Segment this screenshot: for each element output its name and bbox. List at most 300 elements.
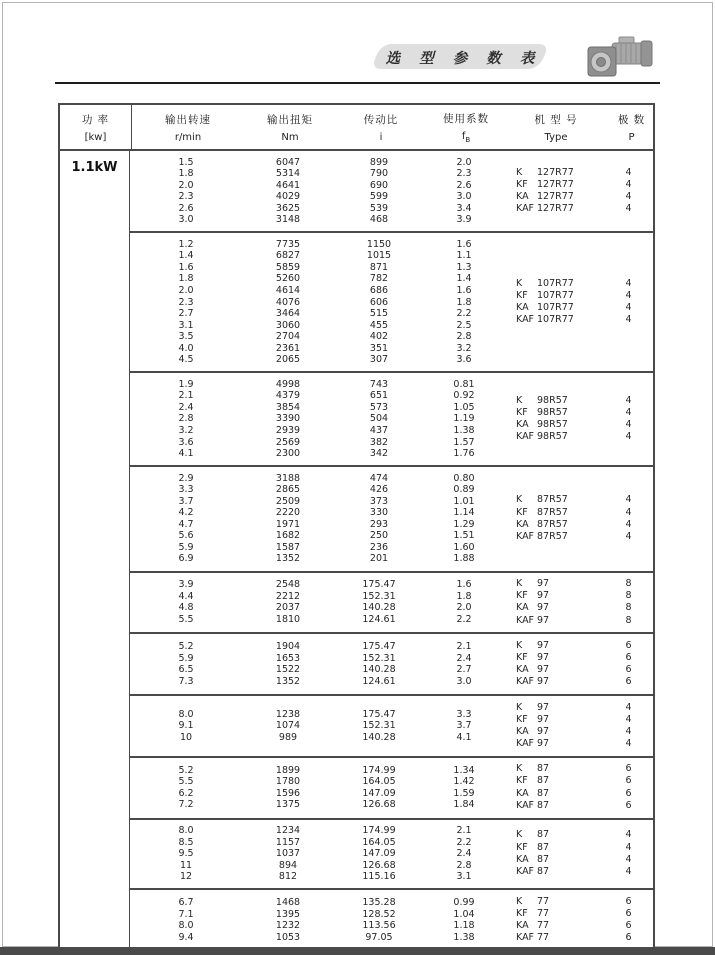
factor-value: 3.0 [456, 675, 472, 687]
factor-value: 1.04 [453, 908, 475, 920]
factor-value: 2.2 [456, 836, 472, 848]
model-type [504, 800, 604, 812]
torques-column [242, 825, 334, 883]
table-header-row [60, 105, 653, 151]
factor-value: 3.6 [456, 354, 472, 366]
model-prefix: KF [516, 590, 528, 602]
types-column [504, 896, 604, 945]
factor-symbol: f [461, 130, 466, 142]
factors-column [424, 379, 504, 460]
speeds-column [130, 897, 242, 943]
header-poles [606, 105, 657, 149]
poles-column [604, 640, 653, 689]
torque-value: 1395 [275, 908, 301, 920]
poles-value: 8 [625, 590, 632, 602]
types-column [504, 829, 604, 878]
poles-value: 4 [625, 407, 632, 419]
model-type [504, 290, 604, 302]
torque-value: 6827 [275, 250, 301, 262]
factor-value: 1.8 [456, 296, 472, 308]
poles-value: 6 [625, 775, 632, 787]
poles-value: 6 [625, 907, 632, 919]
speed-value: 6.7 [178, 897, 194, 909]
ratio-value: 140.28 [362, 664, 396, 676]
speeds-column [130, 157, 242, 226]
header-torque-cn: 输出扭矩 [267, 113, 313, 126]
table-block-5 [130, 571, 653, 633]
speed-value: 2.1 [178, 390, 194, 402]
poles-column [604, 829, 653, 878]
table-body [60, 151, 653, 950]
poles-value: 6 [625, 787, 632, 799]
factor-value: 1.05 [453, 401, 475, 413]
ratio-value: 113.56 [362, 920, 396, 932]
speed-value: 9.5 [178, 848, 194, 860]
torque-value: 6047 [275, 156, 301, 168]
poles-value: 8 [625, 602, 632, 614]
factor-value: 3.9 [456, 214, 472, 226]
ratio-value: 140.28 [362, 602, 396, 614]
model-size: 97 [537, 738, 550, 750]
poles-value: 4 [625, 494, 632, 506]
ratios-column [334, 897, 424, 943]
types-column [504, 494, 604, 543]
model-type [504, 908, 604, 920]
model-type [504, 763, 604, 775]
ratio-value: 201 [369, 553, 389, 565]
model-type [504, 314, 604, 326]
header-ratio-cn: 传动比 [363, 113, 399, 126]
speed-value: 3.0 [178, 214, 194, 226]
model-type [504, 896, 604, 908]
model-prefix: KA [516, 419, 529, 431]
factor-value: 1.6 [456, 238, 472, 250]
model-size: 87R57 [537, 494, 568, 506]
ratios-column [334, 765, 424, 811]
torque-value: 989 [278, 731, 298, 743]
speed-value: 4.4 [178, 590, 194, 602]
model-type [504, 519, 604, 531]
torque-value: 1904 [275, 641, 301, 653]
torque-value: 2212 [275, 590, 301, 602]
speed-value: 9.1 [178, 720, 194, 732]
speed-value: 5.5 [178, 776, 194, 788]
speed-value: 4.2 [178, 507, 194, 519]
factor-value: 1.29 [453, 518, 475, 530]
header-power [60, 105, 132, 149]
torque-value: 2220 [275, 507, 301, 519]
header-factor-cn: 使用系数 [443, 112, 489, 125]
factor-value: 0.80 [453, 472, 475, 484]
torque-value: 894 [278, 859, 298, 871]
model-size: 87 [537, 775, 550, 787]
ratio-value: 899 [369, 156, 389, 168]
poles-value: 4 [625, 841, 632, 853]
model-prefix: KF [516, 290, 528, 302]
model-size: 107R77 [537, 314, 574, 326]
poles-value: 6 [625, 639, 632, 651]
factor-value: 2.3 [456, 168, 472, 180]
model-size: 98R57 [537, 431, 568, 443]
factors-column [424, 579, 504, 625]
torque-value: 1971 [275, 518, 301, 530]
model-size: 127R77 [537, 203, 574, 215]
header-torque [244, 105, 336, 149]
ratio-value: 573 [369, 401, 389, 413]
poles-value: 4 [625, 166, 632, 178]
model-prefix: KAF [516, 431, 535, 443]
ratio-value: 236 [369, 541, 389, 553]
factor-value: 4.1 [456, 731, 472, 743]
torque-value: 1899 [275, 764, 301, 776]
table-block-1 [130, 151, 653, 231]
model-size: 87 [537, 799, 550, 811]
factor-value: 2.2 [456, 308, 472, 320]
model-size: 127R77 [537, 178, 574, 190]
poles-value: 4 [625, 394, 632, 406]
poles-value: 6 [625, 651, 632, 663]
factor-value: 1.38 [453, 931, 475, 943]
speed-value: 2.3 [178, 191, 194, 203]
factors-column [424, 157, 504, 226]
header-type [506, 105, 606, 149]
types-column [504, 763, 604, 812]
speed-value: 5.5 [178, 613, 194, 625]
poles-value: 6 [625, 799, 632, 811]
poles-value: 6 [625, 664, 632, 676]
model-prefix: KAF [516, 738, 535, 750]
torque-value: 4641 [275, 179, 301, 191]
poles-value: 6 [625, 676, 632, 688]
ratios-column [334, 641, 424, 687]
torques-column [242, 379, 334, 460]
model-size: 127R77 [537, 191, 574, 203]
poles-column [604, 395, 653, 444]
poles-value: 4 [625, 829, 632, 841]
poles-value: 4 [625, 277, 632, 289]
torque-value: 1352 [275, 553, 301, 565]
factors-column [424, 897, 504, 943]
factor-value: 3.7 [456, 720, 472, 732]
model-prefix: K [516, 639, 523, 651]
model-type [504, 191, 604, 203]
speeds-column [130, 239, 242, 366]
model-type [504, 932, 604, 944]
speeds-column [130, 579, 242, 625]
model-prefix: KA [516, 302, 529, 314]
factor-value: 1.8 [456, 590, 472, 602]
ratio-value: 539 [369, 202, 389, 214]
ratio-value: 871 [369, 261, 389, 273]
ratio-value: 599 [369, 191, 389, 203]
model-size: 97 [537, 664, 550, 676]
factor-value: 1.57 [453, 436, 475, 448]
speed-value: 3.5 [178, 331, 194, 343]
speed-value: 5.9 [178, 541, 194, 553]
model-type [504, 920, 604, 932]
header-factor-unit [462, 131, 470, 144]
torque-value: 1157 [275, 836, 301, 848]
ratio-value: 402 [369, 331, 389, 343]
speed-value: 7.2 [178, 799, 194, 811]
model-size: 98R57 [537, 407, 568, 419]
torques-column [242, 709, 334, 744]
speed-value: 2.9 [178, 472, 194, 484]
ratio-value: 97.05 [365, 931, 393, 943]
factors-column [424, 765, 504, 811]
torques-column [242, 897, 334, 943]
factor-value: 0.89 [453, 484, 475, 496]
ratio-value: 782 [369, 273, 389, 285]
model-size: 127R77 [537, 166, 574, 178]
factor-value: 1.14 [453, 507, 475, 519]
torque-value: 1037 [275, 848, 301, 860]
model-prefix: KF [516, 407, 528, 419]
model-size: 77 [537, 932, 550, 944]
types-column [504, 640, 604, 689]
model-size: 107R77 [537, 277, 574, 289]
model-type [504, 788, 604, 800]
model-size: 107R77 [537, 290, 574, 302]
speed-value: 6.9 [178, 553, 194, 565]
poles-value: 4 [625, 506, 632, 518]
ratio-value: 174.99 [362, 764, 396, 776]
ratio-value: 790 [369, 168, 389, 180]
model-size: 98R57 [537, 394, 568, 406]
speed-value: 2.8 [178, 413, 194, 425]
ratio-value: 175.47 [362, 579, 396, 591]
model-prefix: KF [516, 651, 528, 663]
factor-value: 1.34 [453, 764, 475, 776]
poles-column [604, 167, 653, 216]
model-prefix: KA [516, 664, 529, 676]
factor-value: 2.5 [456, 319, 472, 331]
model-type [504, 407, 604, 419]
poles-value: 4 [625, 866, 632, 878]
ratio-value: 293 [369, 518, 389, 530]
model-prefix: KAF [516, 314, 535, 326]
table-block-6 [130, 632, 653, 694]
ratio-value: 515 [369, 308, 389, 320]
header-power-unit: [kw] [84, 131, 107, 143]
speeds-column [130, 709, 242, 744]
torque-value: 812 [278, 871, 298, 883]
speed-value: 8.0 [178, 825, 194, 836]
poles-value: 4 [625, 531, 632, 542]
speed-value: 5.2 [178, 764, 194, 776]
torque-value: 2065 [275, 354, 301, 366]
model-type [504, 726, 604, 738]
page-footer-bar [0, 947, 715, 955]
speed-value: 3.6 [178, 436, 194, 448]
poles-value: 4 [625, 725, 632, 737]
model-type [504, 203, 604, 215]
ratio-value: 140.28 [362, 731, 396, 743]
speed-value: 9.4 [178, 931, 194, 943]
poles-value: 4 [625, 518, 632, 530]
speeds-column [130, 473, 242, 565]
model-prefix: KA [516, 518, 529, 530]
page-title: 选 型 参 数 表 [385, 50, 542, 67]
model-prefix: KAF [516, 866, 535, 878]
torque-value: 5314 [275, 168, 301, 180]
model-type [504, 602, 604, 614]
torque-value: 4998 [275, 378, 301, 390]
poles-value: 4 [625, 701, 632, 713]
header-speed [132, 105, 244, 149]
speed-value: 7.1 [178, 908, 194, 920]
poles-value: 6 [625, 920, 632, 932]
ratio-value: 147.09 [362, 848, 396, 860]
torque-value: 1682 [275, 530, 301, 542]
model-type [504, 494, 604, 506]
factor-value: 1.6 [456, 579, 472, 591]
torque-value: 2361 [275, 342, 301, 354]
torque-value: 1352 [275, 675, 301, 687]
factor-value: 2.7 [456, 664, 472, 676]
gearmotor-image [585, 34, 655, 80]
poles-value: 4 [625, 853, 632, 865]
model-type [504, 431, 604, 443]
model-type [504, 652, 604, 664]
torque-value: 1074 [275, 720, 301, 732]
types-column [504, 167, 604, 216]
torque-value: 3188 [275, 472, 301, 484]
speed-value: 7.3 [178, 675, 194, 687]
model-type [504, 702, 604, 714]
factor-value: 2.4 [456, 652, 472, 664]
poles-value: 6 [625, 763, 632, 775]
ratio-value: 152.31 [362, 720, 396, 732]
factor-value: 1.01 [453, 495, 475, 507]
factor-value: 0.92 [453, 390, 475, 402]
ratio-value: 152.31 [362, 652, 396, 664]
speed-value: 10 [179, 731, 193, 743]
poles-value: 4 [625, 738, 632, 750]
model-size: 87R57 [537, 506, 568, 518]
torque-value: 1053 [275, 931, 301, 943]
torque-value: 1232 [275, 920, 301, 932]
factors-column [424, 473, 504, 565]
ratio-value: 147.09 [362, 787, 396, 799]
ratio-value: 175.47 [362, 708, 396, 720]
factor-value: 1.51 [453, 530, 475, 542]
ratio-value: 1150 [366, 238, 392, 250]
torque-value: 1468 [275, 897, 301, 909]
factor-value: 1.19 [453, 413, 475, 425]
factor-value: 2.8 [456, 331, 472, 343]
speeds-column [130, 825, 242, 883]
torques-column [242, 473, 334, 565]
poles-value: 6 [625, 895, 632, 907]
factors-column [424, 709, 504, 744]
model-prefix: KAF [516, 799, 535, 811]
factor-value: 2.0 [456, 156, 472, 168]
model-type [504, 419, 604, 431]
factor-value: 1.6 [456, 284, 472, 296]
poles-column [604, 896, 653, 945]
torque-value: 7735 [275, 238, 301, 250]
header-power-cn: 功 率 [81, 113, 110, 126]
model-size: 87 [537, 853, 550, 865]
model-size: 87 [537, 841, 550, 853]
poles-value: 6 [625, 932, 632, 944]
ratio-value: 426 [369, 484, 389, 496]
model-type [504, 302, 604, 314]
ratio-value: 382 [369, 436, 389, 448]
model-type [504, 676, 604, 688]
model-type [504, 578, 604, 590]
model-size: 87R57 [537, 518, 568, 530]
ratio-value: 175.47 [362, 641, 396, 653]
model-prefix: K [516, 394, 523, 406]
header-service-factor [426, 105, 506, 149]
poles-column [604, 763, 653, 812]
model-prefix: KF [516, 178, 528, 190]
torque-value: 3060 [275, 319, 301, 331]
table-block-4 [130, 465, 653, 570]
speed-value: 2.0 [178, 284, 194, 296]
ratio-value: 115.16 [362, 871, 396, 883]
model-size: 97 [537, 602, 550, 614]
model-size: 87 [537, 829, 550, 841]
torque-value: 4029 [275, 191, 301, 203]
ratio-value: 126.68 [362, 859, 396, 871]
model-prefix: KAF [516, 531, 535, 542]
speed-value: 2.7 [178, 308, 194, 320]
poles-value: 4 [625, 203, 632, 215]
torques-column [242, 765, 334, 811]
torque-value: 1238 [275, 708, 301, 720]
factor-value: 2.1 [456, 641, 472, 653]
model-size: 97 [537, 651, 550, 663]
factor-value: 2.8 [456, 859, 472, 871]
speed-value: 3.2 [178, 424, 194, 436]
table-block-7 [130, 694, 653, 756]
ratios-column [334, 825, 424, 883]
factor-value: 3.4 [456, 202, 472, 214]
poles-value: 4 [625, 431, 632, 443]
torque-value: 2300 [275, 448, 301, 460]
model-type [504, 167, 604, 179]
torque-value: 2704 [275, 331, 301, 343]
torque-value: 1522 [275, 664, 301, 676]
power-column [60, 151, 130, 950]
types-column [504, 278, 604, 327]
speed-value: 1.9 [178, 378, 194, 390]
ratio-value: 437 [369, 424, 389, 436]
speed-value: 6.2 [178, 787, 194, 799]
torque-value: 1780 [275, 776, 301, 788]
factor-value: 1.60 [453, 541, 475, 553]
torque-value: 1653 [275, 652, 301, 664]
ratio-value: 468 [369, 214, 389, 226]
torque-value: 5260 [275, 273, 301, 285]
torque-value: 3625 [275, 202, 301, 214]
model-prefix: K [516, 763, 523, 775]
speed-value: 1.2 [178, 238, 194, 250]
ratio-value: 455 [369, 319, 389, 331]
factor-value: 1.18 [453, 920, 475, 932]
torque-value: 3148 [275, 214, 301, 226]
model-prefix: KAF [516, 203, 535, 215]
model-size: 98R57 [537, 419, 568, 431]
ratio-value: 351 [369, 342, 389, 354]
model-size: 97 [537, 713, 550, 725]
model-type [504, 278, 604, 290]
model-prefix: KF [516, 506, 528, 518]
ratio-value: 135.28 [362, 897, 396, 909]
